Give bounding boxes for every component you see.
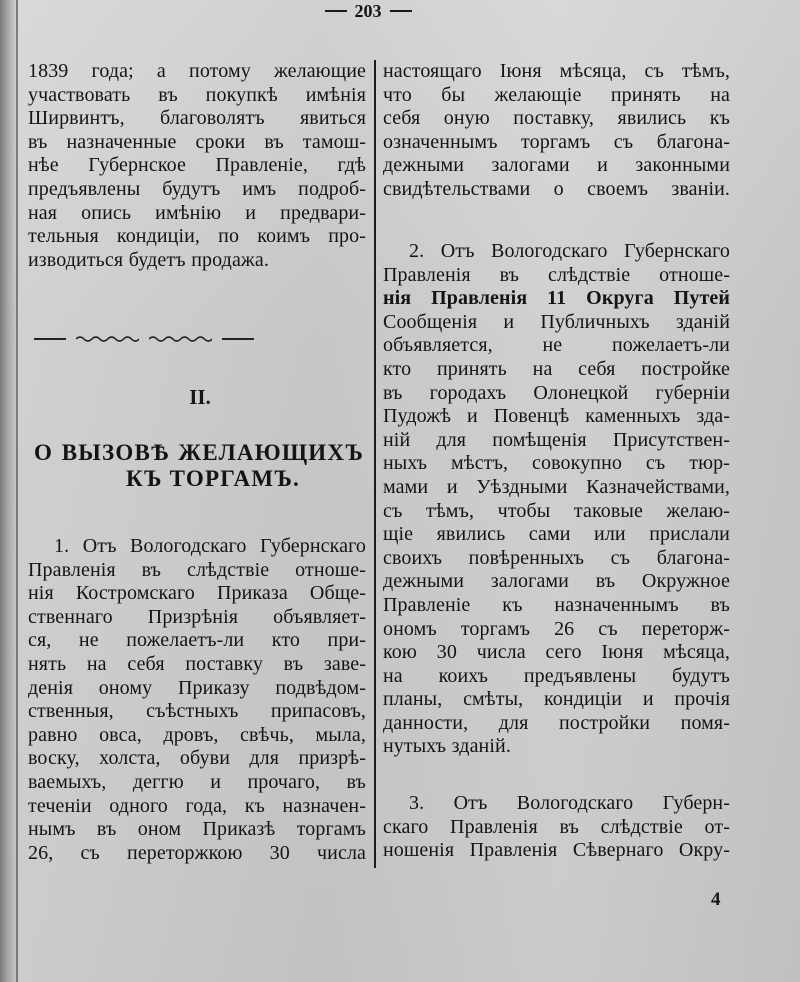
text-line: равно овса, дровъ, свѣчь, мыла, — [28, 723, 366, 746]
text-line: данности, для постройки помя- — [383, 711, 730, 734]
text-line: объявляется, не пожелаетъ-ли — [383, 334, 730, 357]
text-line: теченіи одного года, къ назначен- — [28, 794, 366, 817]
text-line: ственныя, съѣстныхъ припасовъ, — [28, 700, 366, 723]
column-divider — [374, 60, 376, 868]
text-line: нымъ въ оном Приказѣ торгамъ — [28, 818, 366, 841]
notice-paragraph-2 — [383, 240, 730, 759]
text-line: Пудожѣ и Повенцѣ каменныхъ зда- — [383, 405, 730, 428]
text-line: нять на себя поставку въ заве- — [28, 652, 366, 675]
section-heading-line: КЪ ТОРГАМЪ. — [126, 466, 300, 491]
text-line: Правленія въ слѣдствіе отноше- — [383, 263, 730, 286]
text-line: Правленія въ слѣдствіе отноше- — [28, 558, 366, 581]
text-line: Правленіе къ назначеннымъ въ — [383, 593, 730, 616]
text-line: нутыхъ зданій. — [383, 735, 511, 758]
text-line: 2. Отъ Вологодскаго Губернскаго — [409, 240, 730, 262]
text-line: денія оному Приказу подвѣдом- — [28, 676, 366, 699]
text-line: изводиться будетъ продажа. — [28, 248, 269, 271]
text-line: что бы желающіе принять на — [383, 83, 730, 106]
text-line: дежными залогами въ Окружное — [383, 570, 730, 593]
section-ornament — [34, 334, 254, 344]
binding-edge — [16, 0, 18, 982]
text-line: воску, холста, обуви для призрѣ- — [28, 747, 366, 770]
text-line: 1. Отъ Вологодскаго Губернскаго — [54, 535, 366, 557]
page-number-dash-right — [390, 10, 412, 12]
page-number — [318, 0, 418, 22]
text-line: нія Костромскаго Приказа Обще- — [28, 582, 366, 605]
text-line: своихъ повѣренныхъ съ благона- — [383, 546, 730, 569]
text-line: ныхъ мѣстъ, совокупно съ тюр- — [383, 452, 730, 475]
text-line: ношенія Правленія Сѣвернаго Окру- — [383, 839, 730, 862]
text-line: въ городахъ Олонецкой губерніи — [383, 381, 730, 404]
ornament-wave — [76, 335, 139, 343]
text-line: ся, не пожелаетъ-ли кто при- — [28, 629, 366, 652]
text-line: дежными залогами и законными — [383, 154, 730, 177]
text-line: щіе явились сами или прислали — [383, 523, 730, 546]
page-number-dash-left — [325, 10, 347, 12]
text-line: планы, смѣты, кондиціи и прочія — [383, 688, 730, 711]
printer-signature-mark: 4 — [711, 889, 721, 910]
text-line: ная опись имѣнію и предвари- — [28, 201, 366, 224]
text-line: въ назначенные сроки въ тамош- — [28, 130, 366, 153]
ornament-line-right — [222, 338, 254, 340]
text-line: ственнаго Призрѣнія объявляет- — [28, 605, 366, 628]
text-line: скаго Правленія въ слѣдствіе от- — [383, 815, 730, 838]
text-line: нія Правленія 11 Округа Путей — [383, 287, 730, 310]
notice-paragraph-3 — [383, 792, 730, 863]
page-number-text: 203 — [354, 0, 382, 21]
text-line: кто принять на себя постройке — [383, 357, 730, 380]
text-line: Ширвинтъ, благоволятъ явиться — [28, 107, 366, 130]
text-line: съ тѣмъ, чтобы таковые желаю- — [383, 499, 730, 522]
text-line: Сообщенія и Публичныхъ зданій — [383, 310, 730, 333]
notice-paragraph-1 — [28, 535, 366, 865]
right-column-top-paragraph — [383, 60, 730, 202]
text-line: ономъ торгамъ 26 съ переторж- — [383, 617, 730, 640]
text-line: участвовать въ покупкѣ имѣнія — [28, 83, 366, 106]
text-line: на коихъ предъявлены будутъ — [383, 664, 730, 687]
text-line: 3. Отъ Вологодскаго Губерн- — [409, 792, 730, 814]
text-line: нѣе Губернское Правленіе, гдѣ — [28, 154, 366, 177]
text-line: ній для помѣщенія Присутствен- — [383, 428, 730, 451]
text-line: мами и Уѣздными Казначействами, — [383, 475, 730, 498]
ornament-wave — [149, 335, 212, 343]
section-heading-line: О ВЫЗОВѢ ЖЕЛАЮЩИХЪ — [34, 440, 364, 465]
text-line: настоящаго Іюня мѣсяца, съ тѣмъ, — [383, 60, 730, 82]
text-line: свидѣтельствами о своемъ званіи. — [383, 177, 730, 200]
text-line: предъявлены будутъ имъ подроб- — [28, 177, 366, 200]
text-line: 26, съ переторжкою 30 числа — [28, 841, 366, 864]
text-line: означеннымъ торгамъ съ благона- — [383, 130, 730, 153]
text-line: ваемыхъ, деггю и прочаго, въ — [28, 770, 366, 793]
ornament-line-left — [34, 338, 66, 340]
section-number: II. — [189, 385, 211, 409]
text-line: 1839 года; а потому желающие — [28, 60, 366, 82]
text-line: себя оную поставку, явились къ — [383, 107, 730, 130]
text-line: кою 30 числа сего Іюня мѣсяца, — [383, 641, 730, 664]
text-line: тельныя кондиціи, по коимъ про- — [28, 225, 366, 248]
section-heading — [34, 440, 364, 492]
left-column-top-paragraph — [28, 60, 366, 272]
